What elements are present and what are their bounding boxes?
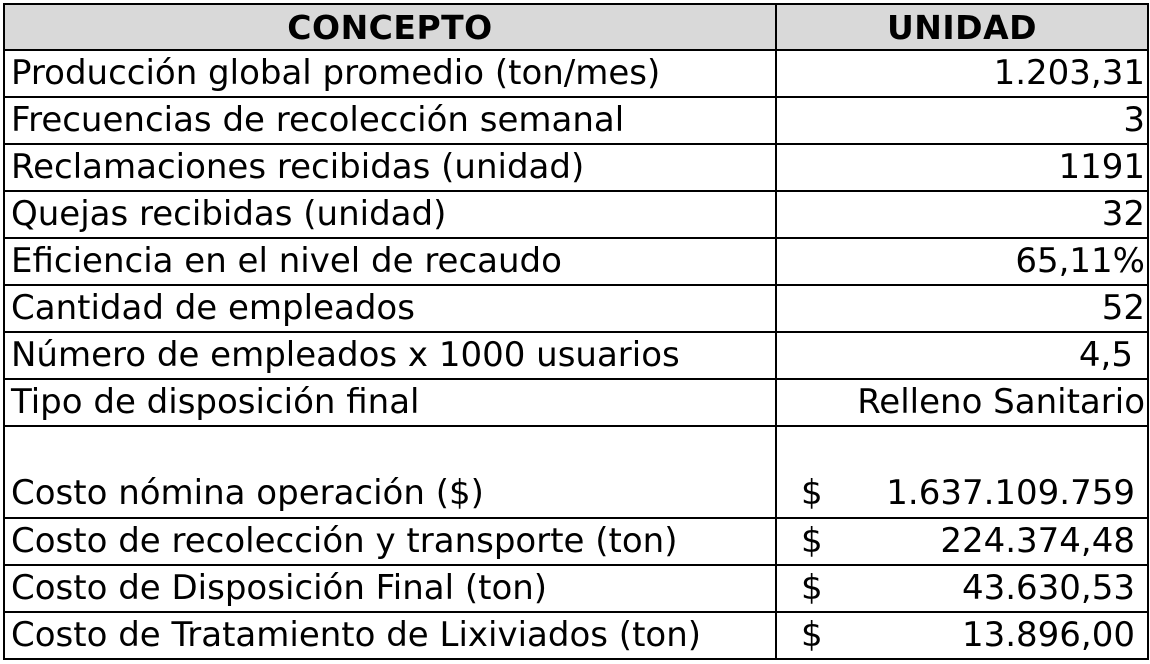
header-row — [4, 4, 1148, 50]
money-cell — [776, 518, 1148, 565]
money-amount: 1.637.109.759 — [886, 473, 1135, 513]
row-value: Relleno Sanitario — [776, 379, 1148, 426]
row-label: Número de empleados x 1000 usuarios — [4, 332, 776, 379]
row-label: Costo nómina operación ($) — [4, 426, 776, 518]
header-concept: CONCEPTO — [4, 4, 776, 50]
row-label: Tipo de disposición final — [4, 379, 776, 426]
row-label: Costo de recolección y transporte (ton) — [4, 518, 776, 565]
header-unit: UNIDAD — [776, 4, 1148, 50]
row-value: 4,5 — [776, 332, 1148, 379]
money-cell — [776, 426, 1148, 518]
row-label: Eficiencia en el nivel de recaudo — [4, 238, 776, 285]
table-row — [4, 518, 1148, 565]
money-cell — [776, 565, 1148, 612]
table-row — [4, 97, 1148, 144]
table-row — [4, 379, 1148, 426]
row-value: 32 — [776, 191, 1148, 238]
table-row — [4, 612, 1148, 659]
table-row — [4, 426, 1148, 518]
money-amount: 43.630,53 — [961, 568, 1135, 608]
row-label: Costo de Disposición Final (ton) — [4, 565, 776, 612]
money-amount: 13.896,00 — [961, 615, 1135, 655]
row-label: Quejas recibidas (unidad) — [4, 191, 776, 238]
money-amount: 224.374,48 — [940, 521, 1135, 561]
indicators-table — [3, 3, 1149, 660]
table-row — [4, 285, 1148, 332]
row-label: Reclamaciones recibidas (unidad) — [4, 144, 776, 191]
table-row — [4, 332, 1148, 379]
row-value: 1.203,31 — [776, 50, 1148, 97]
row-label: Costo de Tratamiento de Lixiviados (ton) — [4, 612, 776, 659]
table-row — [4, 238, 1148, 285]
row-label: Cantidad de empleados — [4, 285, 776, 332]
row-label: Producción global promedio (ton/mes) — [4, 50, 776, 97]
table-row — [4, 191, 1148, 238]
row-value: 1191 — [776, 144, 1148, 191]
table-row — [4, 144, 1148, 191]
currency-symbol: $ — [801, 615, 823, 655]
currency-symbol: $ — [801, 521, 823, 561]
table-row — [4, 565, 1148, 612]
table-row — [4, 50, 1148, 97]
row-value: 52 — [776, 285, 1148, 332]
row-label: Frecuencias de recolección semanal — [4, 97, 776, 144]
row-value: 65,11% — [776, 238, 1148, 285]
currency-symbol: $ — [801, 473, 823, 513]
row-value: 3 — [776, 97, 1148, 144]
currency-symbol: $ — [801, 568, 823, 608]
money-cell — [776, 612, 1148, 659]
